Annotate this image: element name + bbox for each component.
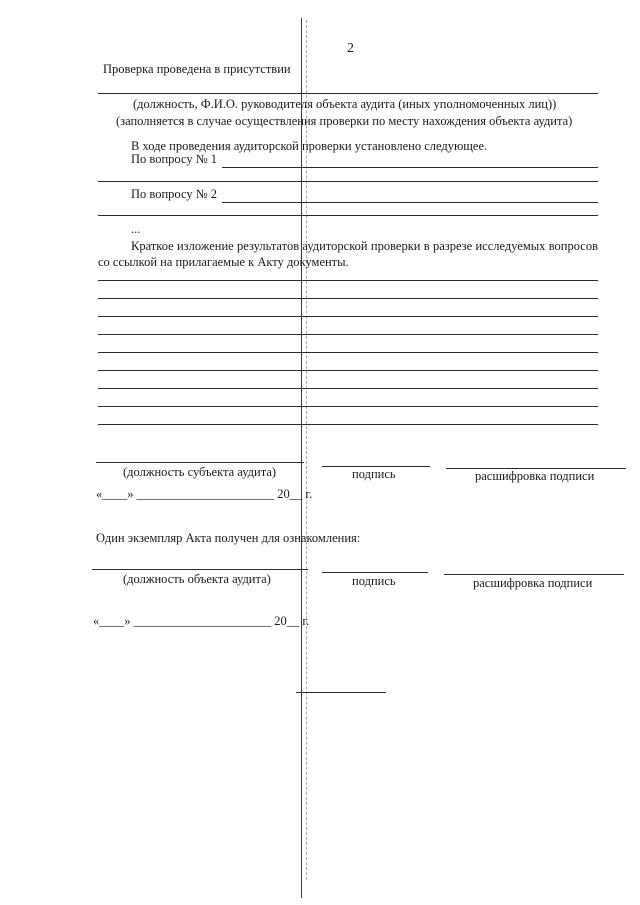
established-intro: В ходе проведения аудиторской проверки установлено следующее. [131, 139, 488, 153]
subject-signature-caption: подпись [352, 467, 396, 481]
object-position-caption: (должность объекта аудита) [123, 572, 271, 586]
summary-line-9 [98, 424, 598, 425]
summary-line-8 [98, 406, 598, 407]
summary-line-3 [98, 316, 598, 317]
question1-label: По вопросу № 1 [131, 152, 218, 166]
question1-line [222, 167, 598, 168]
object-position-line [92, 569, 308, 570]
question2-line-2 [98, 215, 598, 216]
subject-position-caption: (должность субъекта аудита) [123, 465, 277, 479]
date-line-2: «____» ______________________ 20__ г. [93, 614, 310, 628]
page-number: 2 [347, 41, 354, 56]
object-signature-line [322, 572, 428, 573]
object-signature-caption: подпись [352, 574, 396, 588]
date-line-1: «____» ______________________ 20__ г. [96, 487, 313, 501]
summary-line-6 [98, 370, 598, 371]
summary-text: Краткое изложение результатов аудиторской проверки в разрезе исследуемых вопросов со ссылкой на прилагаемые к Акту документы. [98, 239, 598, 269]
summary-line-4 [98, 334, 598, 335]
closing-separator [296, 692, 386, 693]
object-decoding-caption: расшифровка подписи [473, 576, 593, 590]
question2-label: По вопросу № 2 [131, 187, 218, 201]
subject-decoding-caption: расшифровка подписи [475, 469, 595, 483]
presence-note: (заполняется в случае осуществления проверки по месту нахождения объекта аудита) [116, 114, 573, 128]
subject-position-line [96, 462, 304, 463]
presence-line-1 [98, 93, 598, 94]
summary-line-1 [98, 280, 598, 281]
presence-caption: (должность, Ф.И.О. руководителя объекта аудита (иных уполномоченных лиц)) [133, 97, 557, 111]
ellipsis: ... [131, 222, 141, 236]
summary-line-7 [98, 388, 598, 389]
summary-line-2 [98, 298, 598, 299]
presence-label: Проверка проведена в присутствии [103, 62, 291, 76]
copy-received-label: Один экземпляр Акта получен для ознакомления: [96, 531, 361, 545]
question2-line [222, 202, 598, 203]
summary-line-5 [98, 352, 598, 353]
question1-line-2 [98, 181, 598, 182]
object-decoding-line [444, 574, 624, 575]
